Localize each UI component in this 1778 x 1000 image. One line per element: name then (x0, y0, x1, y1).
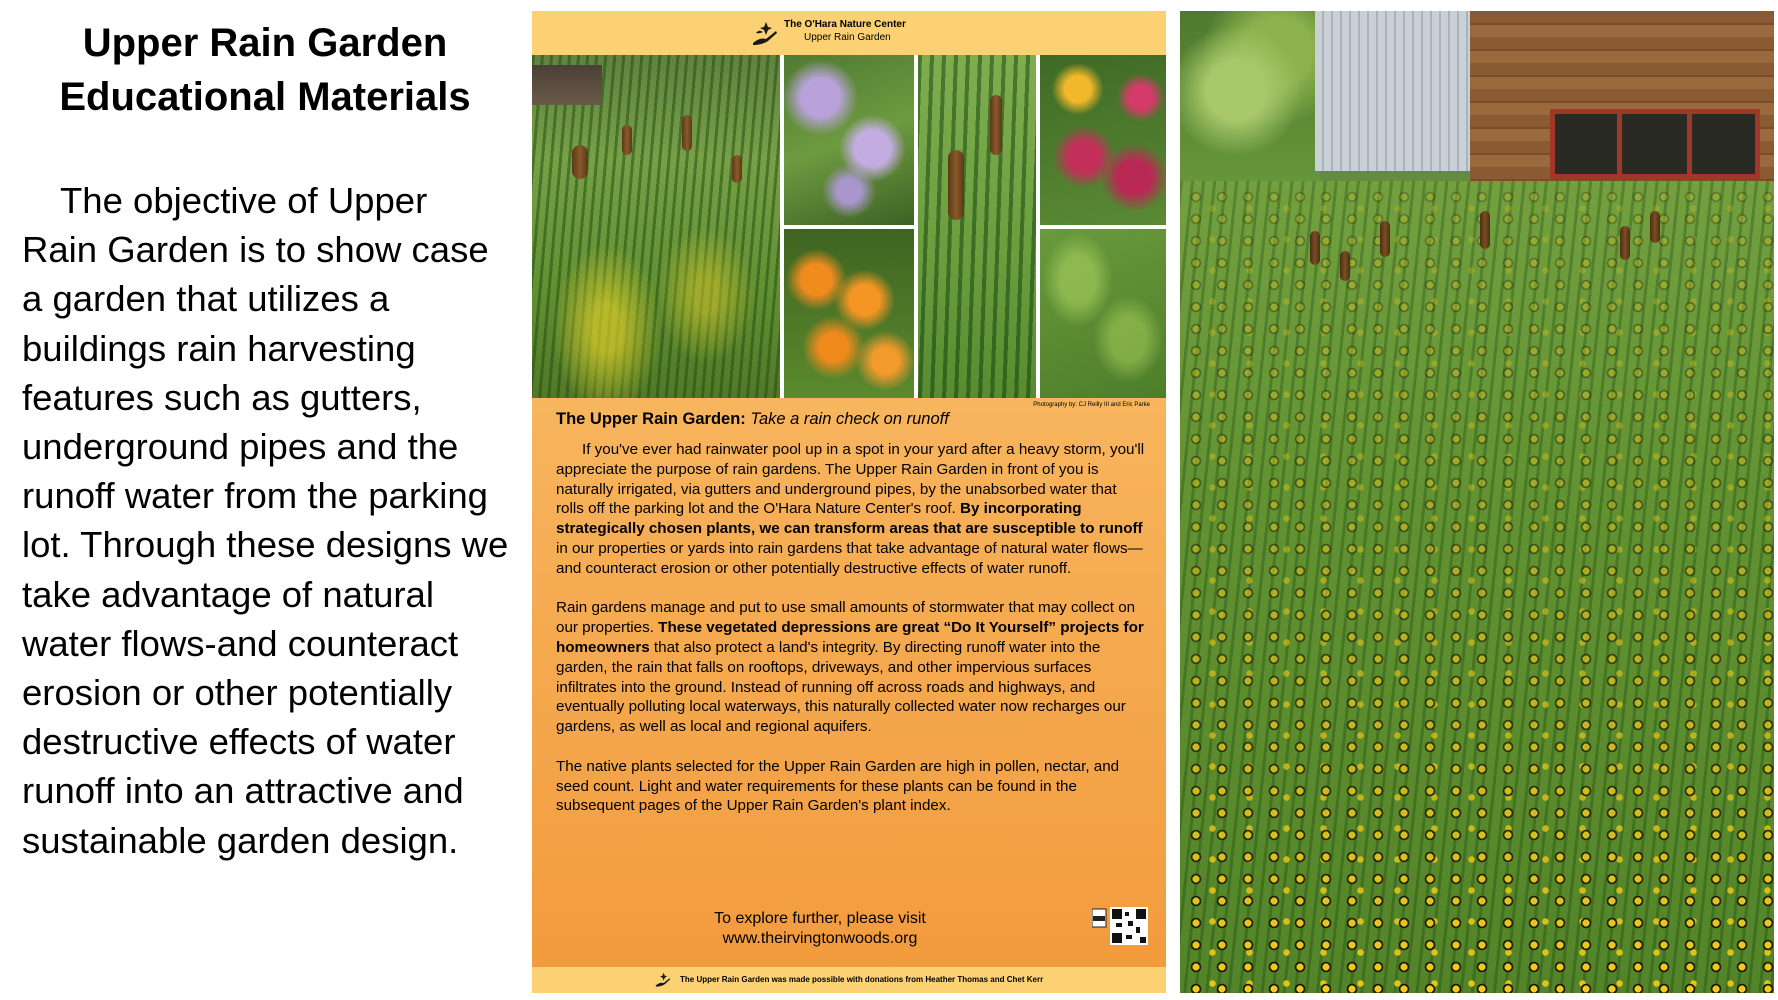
nature-center-logo-icon (750, 19, 780, 49)
cattail-head (1340, 251, 1350, 281)
slide-title (0, 16, 530, 124)
sign-p1-text-a: If you've ever had rainwater pool up in a spot in your yard after a heavy storm, you'll appreciate the purpose of rain gardens. The Upper Rain Garden in front of you is naturally irrigated, via gutters and underground pipes, by the unabsorbed water that rolls off the parking lot and the O'Hara Nature Center's roof. (556, 441, 1145, 518)
sign-garden-name: Upper Rain Garden (804, 32, 891, 43)
nature-center-logo-icon (652, 971, 674, 989)
cattail-head (682, 115, 692, 151)
cattail-head (1650, 211, 1660, 243)
cattail-garden-photo (532, 55, 780, 398)
sign-p1-text-b: in our properties or yards into rain gardens that take advantage of natural water flows—and counteract erosion or other potentially destructive effects of water runoff. (556, 539, 1143, 577)
cattail-head (1310, 231, 1320, 265)
sign-p2-text-b: that also protect a land's integrity. By directing runoff water into the garden, the rain that falls on rooftops, driveways, and other impervious surfaces infiltrates into the ground. Instead of running off across roads and highways, and eventually polluting local waterways, this naturally collected water now recharges our gardens, as well as local and regional aquifers. (556, 638, 1126, 736)
slide-body-text (22, 176, 510, 865)
sign-org-name: The O'Hara Nature Center (784, 19, 906, 30)
sign-visit-info (680, 909, 960, 949)
foliage-photo (1040, 229, 1166, 398)
slide-body-content: The objective of Upper Rain Garden is to show case a garden that utilizes a buildings rain harvesting features such as gutters, underground pipes and the runoff water from the parking lot. Through these designs we take advantage of natural water flows-and counteract erosion or other potentially destructive effects of water runoff into an attractive and sustainable garden design. (22, 180, 509, 861)
cattail-head (948, 150, 964, 220)
slide-title-line-2: Educational Materials (59, 75, 471, 119)
sign-p2-bold: These vegetated depressions are great “Do It Yourself” projects for homeowners (556, 619, 1144, 656)
cattail-head (1380, 221, 1390, 257)
pdf-icon (1092, 909, 1106, 927)
sign-heading (556, 409, 949, 429)
building-roof (532, 65, 602, 105)
bergamot-flower-photo (784, 55, 914, 225)
photo-credit: Photography by: CJ Reilly III and Eric Parke (1033, 402, 1150, 408)
cattail-head (732, 155, 742, 183)
upper-rain-garden-sign (532, 11, 1166, 993)
rain-garden-photo (1180, 11, 1774, 993)
sign-body-text (556, 440, 1146, 836)
cattail-head (1620, 226, 1630, 260)
sign-p1-bold: By incorporating strategically chosen plants, we can transform areas that are susceptible to runoff (556, 500, 1143, 538)
sign-p2-text-a: Rain gardens manage and put to use small amounts of stormwater that may collect on our properties. (556, 599, 1136, 637)
sign-paragraph-3: The native plants selected for the Upper Rain Garden are high in pollen, nectar, and seed count. Light and water requirements for these plants can be found in the subsequent pages of the Upper Rain Garden's plant index. (556, 757, 1120, 815)
sign-footer-text: The Upper Rain Garden was made possible with donations from Heather Thomas and Chet Kerr (680, 975, 1044, 984)
sign-icons (1092, 907, 1152, 947)
cattail-head (572, 145, 588, 179)
left-text-column (0, 0, 510, 1000)
cattail-head (1480, 211, 1490, 249)
building-window (1550, 109, 1760, 179)
sign-footer (532, 967, 1166, 993)
butterfly-milkweed-photo (784, 229, 914, 398)
cattail-head (622, 125, 632, 155)
qr-code-icon (1110, 907, 1148, 945)
black-eyed-susan-flowers (1180, 181, 1774, 993)
cattail-head (990, 95, 1002, 155)
sign-paragraph-1 (556, 440, 1146, 579)
sign-header (532, 11, 1166, 55)
metal-siding (1315, 11, 1475, 171)
visit-line-1: To explore further, please visit (714, 910, 926, 927)
sign-heading-italic: Take a rain check on runoff (750, 410, 949, 428)
visit-url: www.theirvingtonwoods.org (722, 930, 918, 947)
sign-paragraph-2 (556, 598, 1146, 737)
cattail-closeup-photo (918, 55, 1036, 398)
bee-balm-photo (1040, 55, 1166, 225)
sign-photo-grid (532, 55, 1166, 398)
slide-title-line-1: Upper Rain Garden (82, 21, 448, 65)
sign-heading-bold: The Upper Rain Garden: (556, 410, 746, 428)
